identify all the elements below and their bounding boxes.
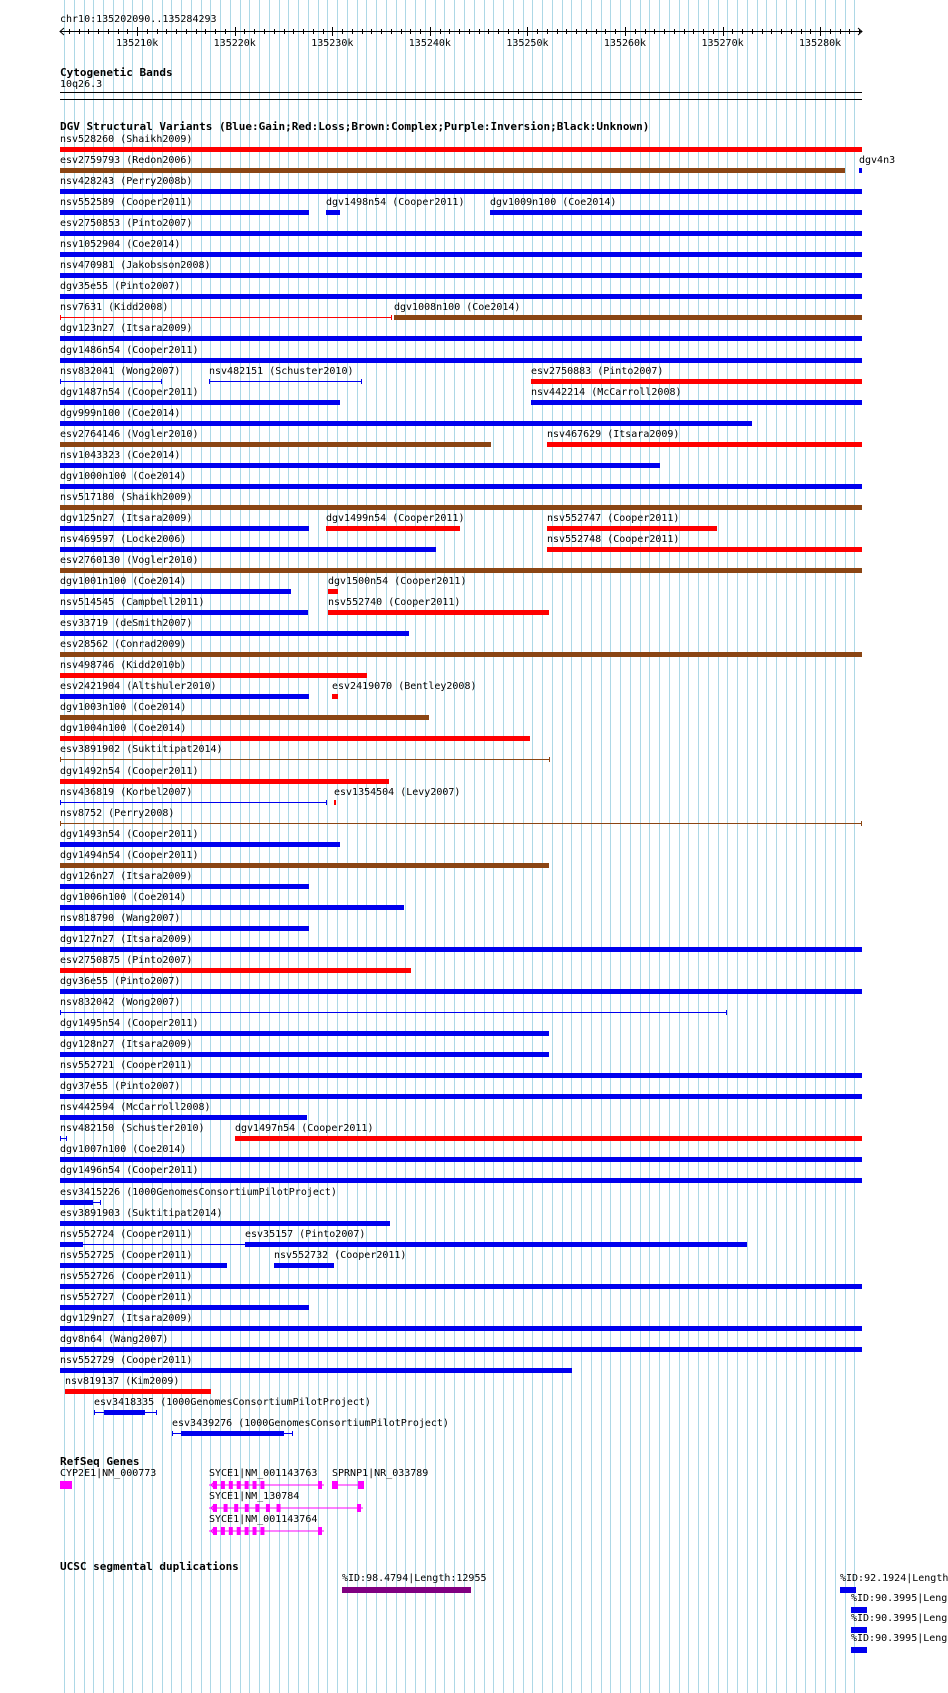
variant-label: dgv1496n54 (Cooper2011) (60, 1165, 199, 1176)
variant-bar[interactable] (60, 823, 862, 824)
gene-exon (245, 1481, 249, 1489)
variant-bar-start (60, 821, 61, 826)
variant-bar[interactable] (60, 568, 862, 573)
variant-bar[interactable] (394, 315, 862, 320)
ruler-tick-label: 135210k (116, 38, 159, 49)
variant-bar[interactable] (60, 673, 367, 678)
variant-bar[interactable] (490, 210, 862, 215)
segdup-label: %ID:92.1924|Length (840, 1573, 948, 1584)
variant-label: dgv1495n54 (Cooper2011) (60, 1018, 199, 1029)
variant-label: esv3415226 (1000GenomesConsortiumPilotProject) (60, 1187, 337, 1198)
variant-bar[interactable] (60, 1031, 549, 1036)
variant-bar-end (549, 757, 550, 762)
variant-bar[interactable] (326, 210, 340, 215)
variant-bar[interactable] (274, 1263, 334, 1268)
variant-bar[interactable] (60, 968, 411, 973)
variant-label: dgv1499n54 (Cooper2011) (326, 513, 465, 524)
ruler-tick-label: 135230k (311, 38, 354, 49)
variant-bar[interactable] (60, 252, 862, 257)
refseq-title: RefSeq Genes (60, 1455, 140, 1468)
variant-label: nsv470981 (Jakobsson2008) (60, 260, 211, 271)
variant-bar[interactable] (60, 631, 409, 636)
variant-label: esv3891903 (Suktitipat2014) (60, 1208, 223, 1219)
variant-label: nsv482151 (Schuster2010) (209, 366, 354, 377)
variant-bar[interactable] (60, 463, 660, 468)
variant-label: esv3418335 (1000GenomesConsortiumPilotProject) (94, 1397, 371, 1408)
variant-label: dgv129n27 (Itsara2009) (60, 1313, 193, 1324)
variant-bar[interactable] (531, 379, 862, 384)
variant-label: nsv7631 (Kidd2008) (60, 302, 169, 313)
variant-bar[interactable] (245, 1242, 747, 1247)
variant-label: esv33719 (deSmith2007) (60, 618, 193, 629)
variant-bar[interactable] (326, 526, 460, 531)
variant-bar[interactable] (531, 400, 862, 405)
variant-label: dgv4n3 (859, 155, 896, 166)
variant-bar-end (100, 1200, 101, 1205)
variant-label: nsv514545 (Campbell2011) (60, 597, 205, 608)
variant-bar[interactable] (60, 147, 862, 152)
variant-label: nsv552727 (Cooper2011) (60, 1292, 193, 1303)
variant-label: nsv552740 (Cooper2011) (328, 597, 461, 608)
cytoband-title: Cytogenetic Bands (60, 66, 173, 79)
variant-bar[interactable] (60, 905, 404, 910)
variant-bar[interactable] (60, 1073, 862, 1078)
variant-bar[interactable] (60, 210, 309, 215)
gene-exon (318, 1481, 322, 1489)
gene-exon (318, 1527, 322, 1535)
variant-label: dgv8n64 (Wang2007) (60, 1334, 169, 1345)
variant-label: dgv128n27 (Itsara2009) (60, 1039, 193, 1050)
gene-exon (253, 1527, 257, 1535)
variant-label: dgv1493n54 (Cooper2011) (60, 829, 199, 840)
variant-label: dgv1487n54 (Cooper2011) (60, 387, 199, 398)
variant-label: esv2750853 (Pinto2007) (60, 218, 193, 229)
variant-bar[interactable] (60, 1052, 549, 1057)
variant-bar[interactable] (209, 381, 362, 382)
variant-bar[interactable] (547, 526, 717, 531)
variant-label: nsv528260 (Shaikh2009) (60, 134, 193, 145)
variant-bar[interactable] (60, 884, 309, 889)
gene-exon (260, 1481, 264, 1489)
variant-label: dgv1498n54 (Cooper2011) (326, 197, 465, 208)
ruler (0, 22, 890, 72)
variant-label: dgv999n100 (Coe2014) (60, 408, 181, 419)
variant-label: dgv1004n100 (Coe2014) (60, 723, 187, 734)
gene-model[interactable] (209, 1502, 365, 1514)
variant-bar[interactable] (60, 547, 436, 552)
variant-bar[interactable] (60, 484, 862, 489)
gene-exon (277, 1504, 281, 1512)
variant-bar-start (60, 315, 61, 320)
variant-bar[interactable] (60, 863, 549, 868)
variant-label: nsv1043323 (Coe2014) (60, 450, 181, 461)
variant-label: nsv552726 (Cooper2011) (60, 1271, 193, 1282)
variant-bar[interactable] (60, 694, 309, 699)
variant-bar-start (60, 379, 61, 384)
gene-label: CYP2E1|NM_000773 (60, 1468, 157, 1479)
variant-bar-thick (104, 1410, 145, 1415)
variant-label: nsv1052904 (Coe2014) (60, 239, 181, 250)
segdup-bar[interactable] (851, 1647, 867, 1653)
gene-exon (237, 1527, 241, 1535)
variant-label: nsv552748 (Cooper2011) (547, 534, 680, 545)
variant-bar[interactable] (60, 400, 340, 405)
variant-label: dgv127n27 (Itsara2009) (60, 934, 193, 945)
variant-label: dgv125n27 (Itsara2009) (60, 513, 193, 524)
variant-bar[interactable] (60, 1347, 862, 1352)
variant-bar[interactable] (60, 926, 309, 931)
dgv-title: DGV Structural Variants (Blue:Gain;Red:Loss;Brown:Complex;Purple:Inversion;Black:Unknown) (60, 120, 650, 133)
variant-bar-end (292, 1431, 293, 1436)
variant-bar-end (66, 1136, 67, 1141)
segdup-bar[interactable] (342, 1587, 471, 1593)
variant-bar[interactable] (60, 759, 550, 760)
gene-exon (237, 1481, 241, 1489)
variant-label: nsv552725 (Cooper2011) (60, 1250, 193, 1261)
gene-label: SYCE1|NM_130784 (209, 1491, 300, 1502)
variant-bar[interactable] (60, 1200, 93, 1205)
variant-bar[interactable] (60, 589, 291, 594)
variant-label: dgv1497n54 (Cooper2011) (235, 1123, 374, 1134)
variant-bar-end (156, 1410, 157, 1415)
variant-label: esv2764146 (Vogler2010) (60, 429, 199, 440)
variant-bar[interactable] (60, 1157, 862, 1162)
variant-bar-end (161, 379, 162, 384)
variant-bar[interactable] (60, 652, 862, 657)
variant-label: dgv1007n100 (Coe2014) (60, 1144, 187, 1155)
variant-bar-end (361, 379, 362, 384)
variant-label: nsv819137 (Kim2009) (65, 1376, 180, 1387)
variant-label: dgv37e55 (Pinto2007) (60, 1081, 181, 1092)
variant-label: nsv552747 (Cooper2011) (547, 513, 680, 524)
variant-bar[interactable] (60, 947, 862, 952)
variant-bar[interactable] (60, 1178, 862, 1183)
variant-bar[interactable] (60, 231, 862, 236)
variant-bar[interactable] (60, 1115, 307, 1120)
gene-exon (253, 1481, 257, 1489)
variant-label: esv2750883 (Pinto2007) (531, 366, 664, 377)
variant-label: esv2750875 (Pinto2007) (60, 955, 193, 966)
variant-bar[interactable] (235, 1136, 862, 1141)
ruler-position: chr10:135202090..135284293 (60, 14, 217, 25)
variant-bar-start (94, 1410, 95, 1415)
variant-bar[interactable] (60, 421, 752, 426)
ruler-tick-label: 135240k (408, 38, 451, 49)
variant-label: esv3439276 (1000GenomesConsortiumPilotProject) (172, 1418, 449, 1429)
variant-label: dgv1008n100 (Coe2014) (394, 302, 521, 313)
gene-exon (255, 1504, 259, 1512)
variant-label: dgv1006n100 (Coe2014) (60, 892, 187, 903)
variant-bar[interactable] (859, 168, 862, 173)
variant-bar[interactable] (547, 547, 862, 552)
variant-label: esv1354504 (Levy2007) (334, 787, 461, 798)
variant-label: esv2759793 (Redon2006) (60, 155, 193, 166)
variant-bar[interactable] (60, 294, 862, 299)
gene-exon (358, 1481, 364, 1489)
gene-exon (221, 1527, 225, 1535)
gene-label: SYCE1|NM_001143763 (209, 1468, 318, 1479)
section-divider (60, 99, 862, 100)
variant-bar[interactable] (65, 1389, 211, 1394)
variant-bar-start (60, 757, 61, 762)
variant-bar-end (861, 821, 862, 826)
variant-label: dgv126n27 (Itsara2009) (60, 871, 193, 882)
variant-label: esv35157 (Pinto2007) (245, 1229, 366, 1240)
variant-bar[interactable] (60, 842, 340, 847)
variant-label: nsv8752 (Perry2008) (60, 808, 175, 819)
variant-bar[interactable] (60, 1094, 862, 1099)
variant-label: nsv498746 (Kidd2010b) (60, 660, 187, 671)
segdup-title: UCSC segmental duplications (60, 1560, 239, 1573)
variant-bar[interactable] (60, 610, 308, 615)
gene-exon (221, 1481, 225, 1489)
variant-label: dgv1500n54 (Cooper2011) (328, 576, 467, 587)
variant-bar[interactable] (60, 779, 389, 784)
variant-bar-end (726, 1010, 727, 1015)
gene-exon (357, 1504, 361, 1512)
variant-bar[interactable] (60, 715, 429, 720)
variant-bar[interactable] (60, 989, 862, 994)
variant-label: nsv552589 (Cooper2011) (60, 197, 193, 208)
variant-bar[interactable] (60, 336, 862, 341)
gene-label: SYCE1|NM_001143764 (209, 1514, 318, 1525)
variant-label: nsv428243 (Perry2008b) (60, 176, 193, 187)
variant-label: esv28562 (Conrad2009) (60, 639, 187, 650)
gene-model[interactable] (332, 1479, 366, 1491)
variant-label: esv2421904 (Altshuler2010) (60, 681, 217, 692)
variant-bar[interactable] (60, 736, 530, 741)
variant-label: dgv1001n100 (Coe2014) (60, 576, 187, 587)
segdup-label: %ID:98.4794|Length:12955 (342, 1573, 487, 1584)
variant-bar[interactable] (60, 1326, 862, 1331)
variant-label: dgv123n27 (Itsara2009) (60, 323, 193, 334)
variant-label: nsv442214 (McCarroll2008) (531, 387, 682, 398)
segdup-label: %ID:90.3995|Leng (851, 1633, 948, 1644)
gene-exon (229, 1481, 233, 1489)
ruler-tick-label: 135280k (799, 38, 842, 49)
variant-bar[interactable] (60, 1221, 390, 1226)
variant-bar[interactable] (60, 505, 862, 510)
variant-label: dgv1003n100 (Coe2014) (60, 702, 187, 713)
variant-bar[interactable] (60, 358, 862, 363)
variant-label: nsv832041 (Wong2007) (60, 366, 181, 377)
variant-label: nsv552721 (Cooper2011) (60, 1060, 193, 1071)
gene-label: SPRNP1|NR_033789 (332, 1468, 429, 1479)
variant-bar[interactable] (60, 1263, 227, 1268)
variant-bar[interactable] (60, 1284, 862, 1289)
ruler-tick-label: 135220k (213, 38, 256, 49)
variant-bar[interactable] (60, 1012, 727, 1013)
gene-exon (266, 1504, 270, 1512)
cytoband-band: 10q26.3 (60, 79, 103, 90)
gene-exon (229, 1527, 233, 1535)
variant-label: nsv482150 (Schuster2010) (60, 1123, 205, 1134)
gene-exon (245, 1527, 249, 1535)
variant-bar-thick (181, 1431, 284, 1436)
gene-exon (245, 1504, 249, 1512)
variant-bar[interactable] (60, 1305, 309, 1310)
segdup-label: %ID:90.3995|Leng (851, 1613, 948, 1624)
variant-bar[interactable] (60, 317, 392, 318)
variant-bar[interactable] (547, 442, 862, 447)
variant-bar[interactable] (60, 526, 309, 531)
cytoband-line (60, 92, 862, 93)
variant-label: dgv1494n54 (Cooper2011) (60, 850, 199, 861)
gene-exon (260, 1527, 264, 1535)
variant-bar[interactable] (60, 381, 162, 382)
variant-label: esv2760130 (Vogler2010) (60, 555, 199, 566)
gene-model[interactable] (60, 1479, 74, 1491)
ruler-tick-label: 135250k (506, 38, 549, 49)
variant-label: nsv552724 (Cooper2011) (60, 1229, 193, 1240)
variant-label: nsv436819 (Korbel2007) (60, 787, 193, 798)
gene-model[interactable] (209, 1525, 326, 1537)
gene-model[interactable] (209, 1479, 326, 1491)
variant-label: nsv832042 (Wong2007) (60, 997, 181, 1008)
variant-bar[interactable] (60, 168, 845, 173)
gene-exon (224, 1504, 228, 1512)
variant-label: esv2419070 (Bentley2008) (332, 681, 477, 692)
variant-label: dgv1492n54 (Cooper2011) (60, 766, 199, 777)
variant-bar-start (172, 1431, 173, 1436)
gene-exon (234, 1504, 238, 1512)
variant-bar-start (60, 1010, 61, 1015)
variant-label: dgv1000n100 (Coe2014) (60, 471, 187, 482)
variant-bar[interactable] (60, 1368, 572, 1373)
ruler-tick-label: 135270k (701, 38, 744, 49)
variant-bar-end (391, 315, 392, 320)
variant-label: dgv1486n54 (Cooper2011) (60, 345, 199, 356)
variant-bar[interactable] (328, 589, 338, 594)
variant-bar[interactable] (332, 694, 338, 699)
variant-label: nsv467629 (Itsara2009) (547, 429, 680, 440)
variant-bar-start (209, 379, 210, 384)
ruler-tick-label: 135260k (603, 38, 647, 49)
variant-label: esv3891902 (Suktitipat2014) (60, 744, 223, 755)
variant-label: dgv36e55 (Pinto2007) (60, 976, 181, 987)
variant-bar[interactable] (334, 800, 336, 805)
variant-bar[interactable] (60, 442, 491, 447)
variant-label: nsv469597 (Locke2006) (60, 534, 187, 545)
variant-label: nsv552729 (Cooper2011) (60, 1355, 193, 1366)
segdup-label: %ID:90.3995|Leng (851, 1593, 948, 1604)
variant-label: nsv442594 (McCarroll2008) (60, 1102, 211, 1113)
variant-label: dgv1009n100 (Coe2014) (490, 197, 617, 208)
variant-label: nsv517180 (Shaikh2009) (60, 492, 193, 503)
variant-bar[interactable] (60, 1242, 83, 1247)
variant-label: nsv552732 (Cooper2011) (274, 1250, 407, 1261)
variant-bar-end (326, 800, 327, 805)
variant-bar[interactable] (60, 189, 862, 194)
variant-bar-start (60, 1136, 61, 1141)
gene-exon (60, 1481, 66, 1489)
variant-bar-start (60, 800, 61, 805)
variant-label: nsv818790 (Wang2007) (60, 913, 181, 924)
variant-bar[interactable] (60, 273, 862, 278)
variant-bar[interactable] (328, 610, 549, 615)
variant-label: dgv35e55 (Pinto2007) (60, 281, 181, 292)
variant-bar[interactable] (60, 802, 327, 803)
